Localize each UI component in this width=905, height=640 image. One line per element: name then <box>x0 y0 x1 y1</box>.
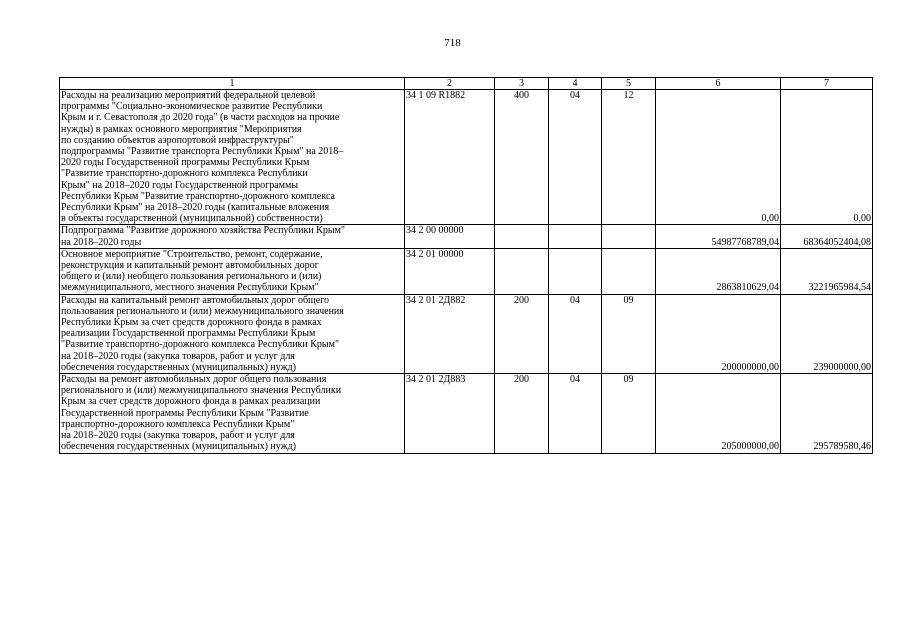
row-col3 <box>495 248 549 294</box>
row-col5: 09 <box>602 294 656 373</box>
row-col3: 200 <box>495 294 549 373</box>
row-amount-col6: 200000000,00 <box>656 294 781 373</box>
row-col3 <box>495 225 549 248</box>
row-col4: 04 <box>549 374 602 453</box>
row-col3: 200 <box>495 374 549 453</box>
row-amount-col6: 54987768789,04 <box>656 225 781 248</box>
row-amount-col7: 295789580,46 <box>781 374 873 453</box>
row-amount-col7: 68364052404,08 <box>781 225 873 248</box>
row-amount-col6: 2863810629,04 <box>656 248 781 294</box>
row-amount-col7: 3221965984,54 <box>781 248 873 294</box>
row-code: 34 2 01 2Д883 <box>405 374 495 453</box>
row-name: Подпрограмма "Развитие дорожного хозяйства Республики Крым" на 2018–2020 годы <box>60 225 405 248</box>
row-col5: 09 <box>602 374 656 453</box>
row-amount-col6: 205000000,00 <box>656 374 781 453</box>
column-header: 4 <box>549 78 602 90</box>
row-name: Расходы на реализацию мероприятий федеральной целевой программы "Социально-экономическое развитие Республики Крым и г. Севастополя до 2020 года" (в части расходов на прочие нужды) в рамках основного мероприятия "Мероприятия по созданию объектов аэропортовой инфраструктуры" подпрограммы "Развитие транспорта Республики Крым" на 2018– 2020 годы Государственной программы Республики Крым "Развитие транспортно-дорожного комплекса Республики Крым" на 2018–2020 годы Государственной программы Республики Крым "Развитие транспортно-дорожного комплекса Республики Крым" на 2018–2020 годы (капитальные вложения в объекты государственной (муниципальной) собственности) <box>60 90 405 225</box>
table-row <box>60 90 873 225</box>
row-col4: 04 <box>549 90 602 225</box>
row-col5 <box>602 248 656 294</box>
row-col4 <box>549 248 602 294</box>
row-code: 34 2 00 00000 <box>405 225 495 248</box>
page-number: 718 <box>444 37 461 49</box>
column-header: 6 <box>656 78 781 90</box>
table-row <box>60 225 873 248</box>
row-col5 <box>602 225 656 248</box>
row-name: Расходы на капитальный ремонт автомобильных дорог общего пользования регионального и (или) межмуниципального значения Республики Крым за счет средств дорожного фонда в рамках реализации Государственной программы Республики Крым "Развитие транспортно-дорожного комплекса Республики Крым" на 2018–2020 годы (закупка товаров, работ и услуг для обеспечения государственных (муниципальных) нужд) <box>60 294 405 373</box>
row-col5: 12 <box>602 90 656 225</box>
column-header: 1 <box>60 78 405 90</box>
row-amount-col7: 0,00 <box>781 90 873 225</box>
table-row <box>60 248 873 294</box>
row-name: Основное мероприятие "Строительство, ремонт, содержание, реконструкция и капитальный ремонт автомобильных дорог общего и (или) необщего пользования регионального и (или) межмуниципального, местного значения Республики Крым" <box>60 248 405 294</box>
table-row <box>60 374 873 453</box>
row-amount-col6: 0,00 <box>656 90 781 225</box>
budget-table <box>59 77 873 454</box>
header-row <box>60 78 873 90</box>
table-row <box>60 294 873 373</box>
row-col4 <box>549 225 602 248</box>
column-header: 7 <box>781 78 873 90</box>
column-header: 3 <box>495 78 549 90</box>
row-code: 34 2 01 2Д882 <box>405 294 495 373</box>
column-header: 5 <box>602 78 656 90</box>
column-header: 2 <box>405 78 495 90</box>
row-col4: 04 <box>549 294 602 373</box>
row-code: 34 1 09 R1882 <box>405 90 495 225</box>
row-col3: 400 <box>495 90 549 225</box>
row-code: 34 2 01 00000 <box>405 248 495 294</box>
row-name: Расходы на ремонт автомобильных дорог общего пользования регионального и (или) межмуниципального значения Республики Крым за счет средств дорожного фонда в рамках реализации Государственной программы Республики Крым "Развитие транспортно-дорожного комплекса Республики Крым" на 2018–2020 годы (закупка товаров, работ и услуг для обеспечения государственных (муниципальных) нужд) <box>60 374 405 453</box>
row-amount-col7: 239000000,00 <box>781 294 873 373</box>
